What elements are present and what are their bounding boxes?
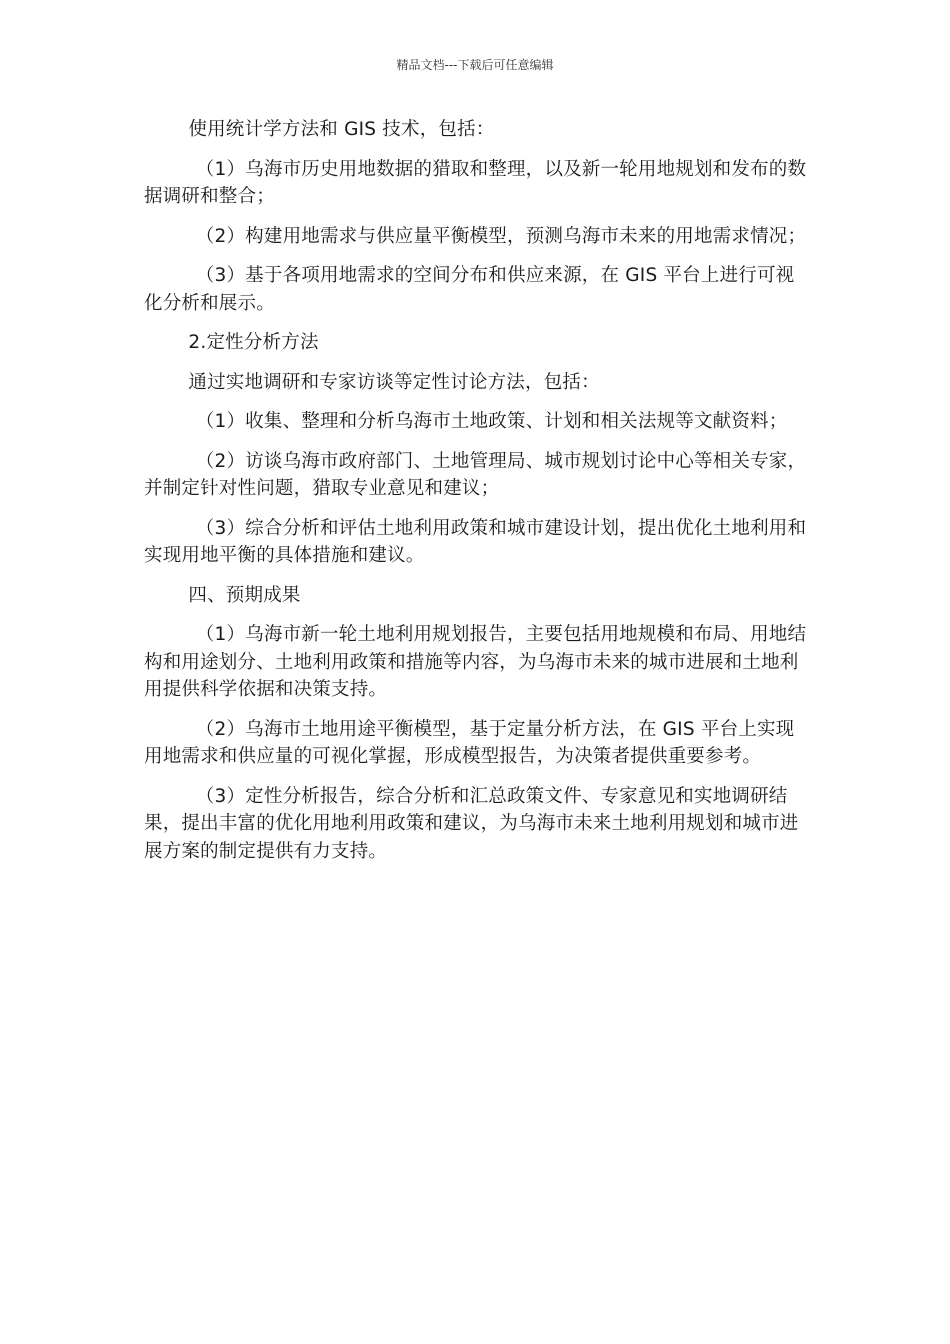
paragraph-qualitative-item-1: （1）收集、整理和分析乌海市土地政策、计划和相关法规等文献资料； xyxy=(195,411,788,432)
paragraph-result-item-1: （1）乌海市新一轮土地利用规划报告，主要包括用地规模和布局、用地结构和用途划分、土地利用政策和措施等内容，为乌海市未来的城市进展和土地利用提供科学依据和决策支持。 xyxy=(144,624,807,700)
paragraph-method-item-1: （1）乌海市历史用地数据的猎取和整理，以及新一轮用地规划和发布的数据调研和整合； xyxy=(144,158,807,207)
paragraph-qualitative-item-3: （3）综合分析和评估土地利用政策和城市建设计划，提出优化土地利用和实现用地平衡的具体措施和建议。 xyxy=(144,517,807,566)
paragraph-qualitative-item-2: （2）访谈乌海市政府部门、土地管理局、城市规划讨论中心等相关专家，并制定针对性问题，猎取专业意见和建议； xyxy=(144,450,807,499)
paragraph-method-item-3: （3）基于各项用地需求的空间分布和供应来源，在 GIS 平台上进行可视化分析和展示。 xyxy=(144,265,795,314)
paragraph-qualitative-intro: 通过实地调研和专家访谈等定性讨论方法，包括： xyxy=(188,371,600,393)
section-heading-qualitative: 2.定性分析方法 xyxy=(188,332,319,353)
paragraph-result-item-2: （2）乌海市土地用途平衡模型，基于定量分析方法，在 GIS 平台上实现用地需求和供应量的可视化掌握，形成模型报告，为决策者提供重要参考。 xyxy=(144,718,795,767)
paragraph-result-item-3: （3）定性分析报告，综合分析和汇总政策文件、专家意见和实地调研结果，提出丰富的优化用地利用政策和建议，为乌海市未来土地利用规划和城市进展方案的制定提供有力支持。 xyxy=(144,785,799,862)
section-heading-expected-results: 四、预期成果 xyxy=(188,584,301,606)
document-body xyxy=(144,116,808,877)
paragraph-methods-intro: 使用统计学方法和 GIS 技术，包括： xyxy=(188,119,495,140)
paragraph-method-item-2: （2）构建用地需求与供应量平衡模型，预测乌海市未来的用地需求情况； xyxy=(195,225,807,247)
page-header: 精品文档---下载后可任意编辑 xyxy=(396,58,554,72)
